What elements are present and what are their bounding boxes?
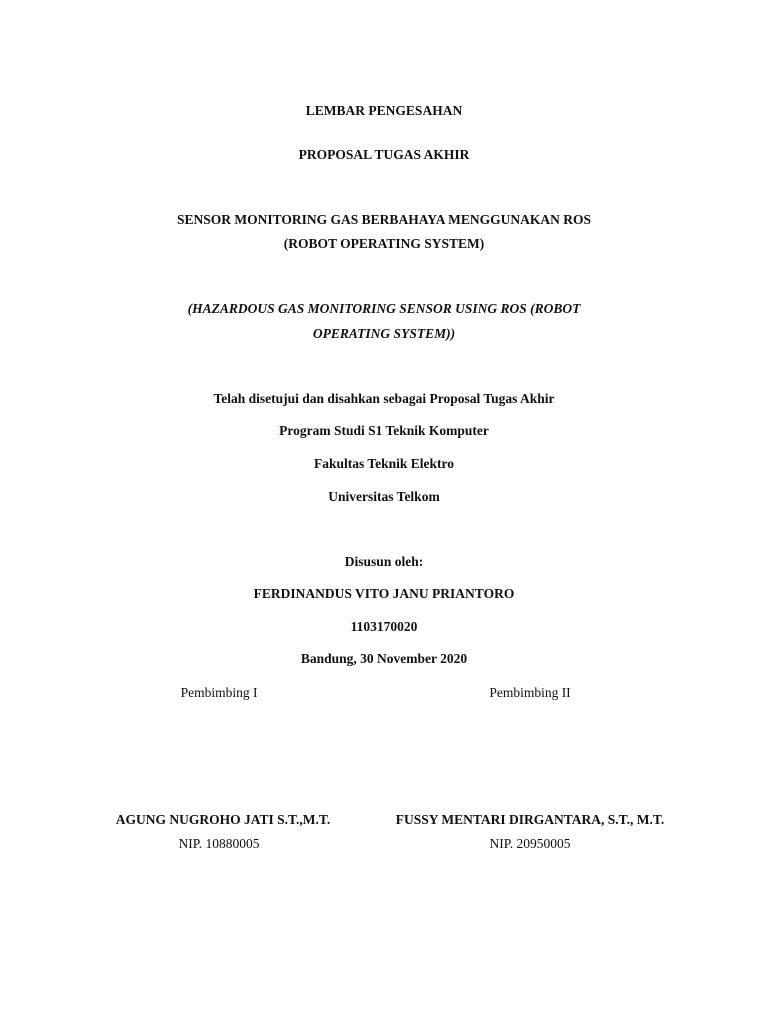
student-id: 1103170020 — [350, 619, 418, 634]
place-date: Bandung, 30 November 2020 — [300, 651, 468, 666]
author-name: FERDINANDUS VITO JANU PRIANTORO — [253, 586, 515, 601]
supervisor-2-name: FUSSY MENTARI DIRGANTARA, S.T., M.T. — [395, 812, 665, 827]
thesis-title-line-1: SENSOR MONITORING GAS BERBAHAYA MENGGUNAKAN ROS — [177, 212, 591, 227]
thesis-english-title-line-2: OPERATING SYSTEM)) — [312, 326, 456, 341]
document-type: PROPOSAL TUGAS AKHIR — [298, 147, 470, 162]
faculty: Fakultas Teknik Elektro — [313, 456, 455, 471]
university: Universitas Telkom — [328, 489, 440, 504]
thesis-title-line-2: (ROBOT OPERATING SYSTEM) — [283, 236, 485, 251]
approval-statement: Telah disetujui dan disahkan sebagai Proposal Tugas Akhir — [213, 391, 555, 406]
thesis-english-title-line-1: (HAZARDOUS GAS MONITORING SENSOR USING ROS (ROBOT — [187, 301, 581, 316]
supervisor-1-role: Pembimbing I — [180, 685, 258, 700]
page-title: LEMBAR PENGESAHAN — [305, 103, 463, 118]
supervisor-1-nip: NIP. 10880005 — [178, 836, 260, 851]
supervisor-1-name: AGUNG NUGROHO JATI S.T.,M.T. — [115, 812, 331, 827]
study-program: Program Studi S1 Teknik Komputer — [279, 423, 489, 438]
author-label: Disusun oleh: — [344, 554, 424, 569]
supervisor-2-role: Pembimbing II — [489, 685, 571, 700]
supervisor-2-nip: NIP. 20950005 — [489, 836, 571, 851]
